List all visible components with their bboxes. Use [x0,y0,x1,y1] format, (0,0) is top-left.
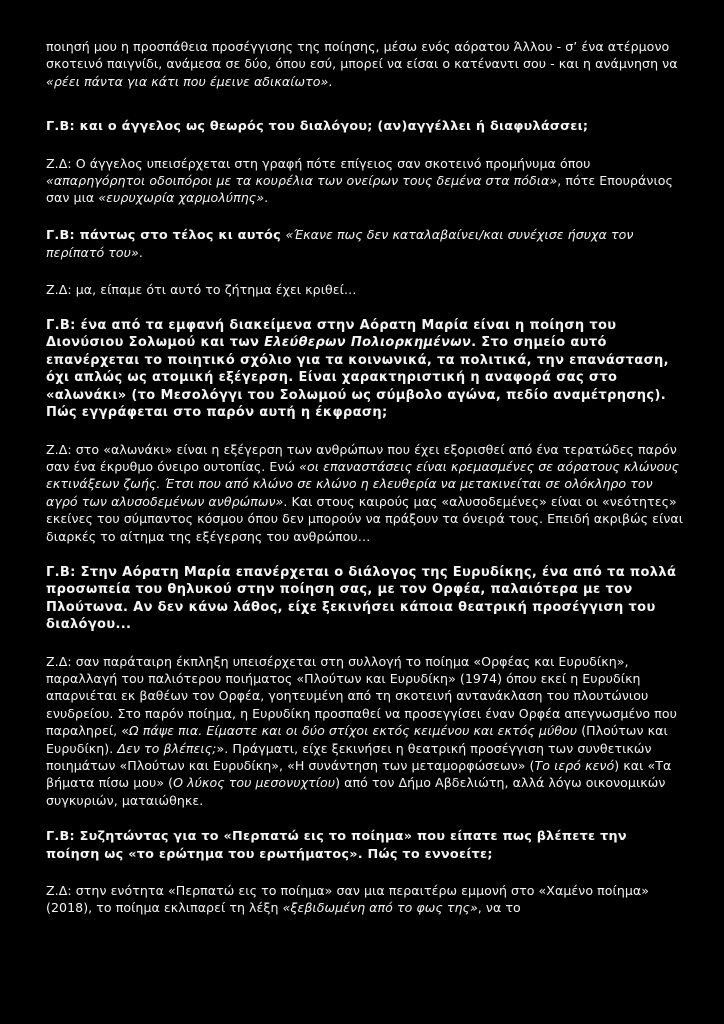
answer-text: Ζ.Δ: σαν παράταιρη έκπληξη υπεισέρχεται στη συλλογή το ποίημα «Ορφέας και Ευρυδίκη», παραλλαγή του παλιότερου ποιήματος «Πλούτων και Ευρυδίκη» (1974) όπου εκεί η Ευρυδίκη απαρνιέται εκ βαθέων τον Ορφέα, γοητευμένη από τη σκοτεινή αντανάκλαση του πλουτώνιου ενυδρείου. Στο παρόν ποίημα, η Ευρυδίκη προσπαθεί να προσεγγίσει έναν Ορφέα απεγνωσμένο που παραληρεί, « [46,653,677,739]
answer-text: . [328,73,333,89]
book-title: Το ιερό κενό [534,758,615,773]
answer-text: , να το [477,900,521,916]
quote-text: «ρέει πάντα για κάτι που έμεινε αδικαίωτο» [46,73,329,89]
quote-text: «Έκανε πως δεν καταλαβαίνει/και συνέχισε ήσυχα τον περίπατό του» [46,226,634,261]
answer-angel [46,155,686,207]
book-title: Ο λύκος του μεσονυχτίου [173,775,336,791]
quote-text: «ξεβιδωμένη από το φως της» [282,900,478,916]
quote-text: «απαρηγόρητοι οδοιπόροι με τα κουρέλια των ονείρων τους δεμένα στα πόδια» [46,173,558,189]
book-title: Ελεύθερων Πολιορκημένων [264,335,472,351]
question-end [46,226,676,262]
question-solomos [46,317,686,421]
quote-text: «οι επαναστάσεις είναι κρεμασμένες σε αόρατους κλώνους εκτινάξεων ζωής. Έτσι που από κλώνο σε κλώνο η ελευθερία να μετακινείται σε ολόκληρο τον αγρό των αλυσοδεμένων ανθρώπων» [46,458,680,509]
answer-text: ». Πράγματι, είχε ξεκινήσει η θεατρική προσέγγιση των συνθετικών ποιημάτων «Πλούτων και Ευρυδίκη», «Η συνάντηση των μεταμορφώσεων» ( [46,740,652,773]
question-tail: . [138,245,143,261]
question-eurydice: Γ.Β: Στην Αόρατη Μαρία επανέρχεται ο διάλογος της Ευρυδίκης, ένα από τα πολλά προσωπεία του θηλυκού στην ποίηση σας, με τον Ορφέα, παλαιότερα με τον Πλούτωνα. Αν δεν κάνω λάθος, είχε ξεκινήσει κάποια θεατρική προσέγγιση του διαλόγου... [46,564,677,633]
question-walking: Γ.Β: Συζητώντας για το «Περπατώ εις το ποίημα» που είπατε πως βλέπετε την ποίηση ως «το ερώτημα του ερωτήματος». Πώς το εννοείτε; [46,829,627,862]
answer-text: , πότε Επουράνιος σαν μια [46,173,673,206]
quote-text: Ω πάψε πια. Είμαστε και οι δύο στίχοι εκτός κειμένου και εκτός μύθου [129,723,578,739]
answer-text: ) από τον Δήμο Αβδελιώτη, αλλά λόγω οικονομικών συγκυριών, ματαιώθηκε. [46,775,666,808]
answer-eurydice [46,653,686,810]
answer-text: Ζ.Δ: στην ενότητα «Περπατώ εις το ποίημα» σαν μια περαιτέρω εμμονή στο «Χαμένο ποίημα» (2018), το ποίημα εκλιπαρεί τη λέξη [46,883,650,916]
answer-paragraph-continued [46,38,678,90]
quote-text: Δεν το βλέπεις; [117,740,217,756]
question-text: . Στο σημείο αυτό επανέρχεται το ποιητικό σχόλιο για τα κοινωνικά, τα πολιτικά, την επανάσταση, όχι απλώς ως ατομική εξέγερση. Είναι χαρακτηριστική η αναφορά σας στο «αλωνάκι» (το Μεσολόγγι του Σολωμού ως σύμβολο αγώνα, πεδίο αναμέτρησης). Πώς εγγράφεται στο παρόν αυτή η έκφραση; [46,335,669,421]
answer-walking [46,882,678,917]
answer-text: . [264,190,269,206]
answer-text: Ζ.Δ: στο «αλωνάκι» είναι η εξέγερση των ανθρώπων που έχει εξορισθεί από ένα τερατώδες παρόν σαν ένα έκρυθμο όνειρο ουτοπίας. Ενώ [46,441,677,474]
quote-text: «ευρυχωρία χαρμολύπης» [98,190,265,206]
question-text: Γ.Β: ένα από τα εμφανή διακείμενα στην Αόρατη Μαρία είναι η ποίηση του Διονύσιου Σολωμού και των [46,318,617,351]
answer-text: Ζ.Δ: Ο άγγελος υπεισέρχεται στη γραφή πότε επίγειος σαν σκοτεινό προμήνυμα όπου [46,155,591,171]
answer-text: . Και στους καιρούς μας «αλυσοδεμένες» είναι οι «νεότητες» εκείνες του σύμπαντος κόσμου όπου δεν μπορούν να πράξουν τα όνειρά τους. Επειδή ακριβώς είναι διαρκές το αίτημα της εξέγερσης του ανθρώπου… [46,493,684,544]
interview-page [46,38,686,917]
answer-text: ποιησή μου η προσπάθεια προσέγγισης της ποίησης, μέσω ενός αόρατου Άλλου - σ’ ένα ατέρμονο σκοτεινό παιγνίδι, ανάμεσα σε δύο, όπου εσύ, μπορεί να είσαι ο κατέναντι σου - και η ανάμνηση να [46,39,678,72]
answer-text: ) και «Τα βήματα πίσω μου» ( [46,758,672,791]
question-angel: Γ.Β: και ο άγγελος ως θεωρός του διαλόγου; (αν)αγγέλλει ή διαφυλάσσει; [46,119,589,135]
question-text: Γ.Β: πάντως στο τέλος κι αυτός [46,227,286,243]
answer-judged: Ζ.Δ: μα, είπαμε ότι αυτό το ζήτημα έχει κριθεί… [46,281,357,297]
answer-text: (Πλούτων και Ευρυδίκη). [46,723,668,756]
answer-alonaki [46,441,686,545]
